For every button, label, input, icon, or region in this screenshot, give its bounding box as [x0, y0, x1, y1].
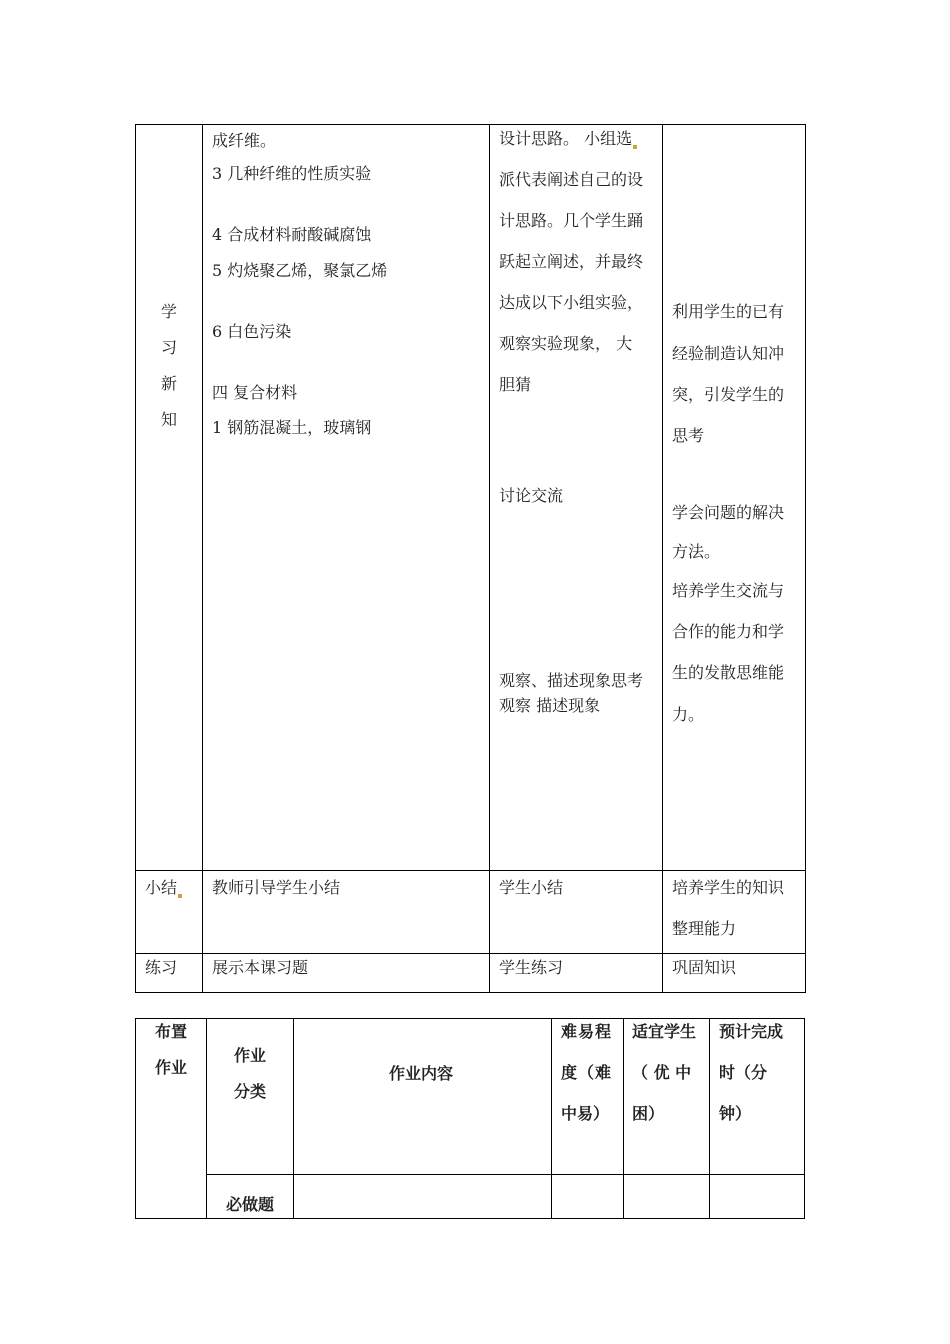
difficulty-header: 难易程: [561, 1022, 613, 1041]
student-activity-line: 观察 描述现象: [499, 696, 601, 715]
intent-line: 突，引发学生的: [672, 385, 785, 404]
summary-intent-line: 培养学生的知识: [672, 878, 785, 897]
estimated-time-header: 预计完成: [719, 1022, 784, 1041]
student-activity-line: 观察实验现象， 大: [499, 334, 633, 353]
estimated-time-header: 时（分: [719, 1063, 768, 1082]
summary-label: 小结: [145, 878, 182, 898]
student-activity-line: 胆猜: [499, 375, 532, 394]
summary-student: 学生小结: [499, 878, 564, 897]
intent-line: 思考: [672, 426, 705, 445]
student-activity-line: 观察、描述现象思考: [499, 671, 644, 690]
practice-label: 练习: [145, 958, 178, 977]
difficulty-header: 度（难: [561, 1063, 613, 1082]
required-homework-label: 必做题: [226, 1195, 275, 1214]
student-activity-line: 设计思路。 小组选: [499, 129, 637, 149]
homework-category-header: 分类: [234, 1082, 267, 1101]
homework-label: 布置: [155, 1022, 188, 1041]
suitable-students-header: 困）: [632, 1104, 665, 1123]
intent-line: 力。: [672, 705, 705, 724]
homework-label: 作业: [155, 1058, 188, 1077]
summary-intent-line: 整理能力: [672, 919, 737, 938]
intent-line: 学会问题的解决: [672, 503, 785, 522]
content-line: 成纤维。: [212, 131, 277, 150]
intent-line: 生的发散思维能: [672, 663, 785, 682]
student-activity-line: 跃起立阐述，并最终: [499, 252, 644, 271]
student-activity-line: 计思路。几个学生踊: [499, 211, 644, 230]
intent-line: 经验制造认知冲: [672, 344, 785, 363]
practice-student: 学生练习: [499, 958, 564, 977]
estimated-time-header: 钟）: [719, 1104, 752, 1123]
section-label-char: 学: [161, 302, 178, 321]
difficulty-header: 中易）: [561, 1104, 610, 1123]
intent-line: 培养学生交流与: [672, 581, 785, 600]
student-activity-line: 派代表阐述自己的设: [499, 170, 644, 189]
practice-intent: 巩固知识: [672, 958, 737, 977]
suitable-students-header: 适宜学生: [632, 1022, 697, 1041]
content-line: 3 几种纤维的性质实验: [212, 164, 372, 183]
section-label-char: 新: [161, 374, 178, 393]
homework-category-header: 作业: [234, 1046, 267, 1065]
homework-content-header: 作业内容: [389, 1064, 454, 1083]
content-line: 4 合成材料耐酸碱腐蚀: [212, 225, 372, 244]
section-label-char: 知: [161, 410, 178, 429]
content-line: 四 复合材料: [212, 383, 298, 402]
practice-content: 展示本课习题: [212, 958, 309, 977]
summary-content: 教师引导学生小结: [212, 878, 341, 897]
student-activity-line: 达成以下小组实验，: [499, 293, 644, 312]
intent-line: 利用学生的已有: [672, 302, 785, 321]
intent-line: 方法。: [672, 542, 721, 561]
section-label-char: 习: [161, 338, 178, 357]
content-line: 5 灼烧聚乙烯，聚氯乙烯: [212, 261, 388, 280]
content-line: 6 白色污染: [212, 322, 292, 341]
suitable-students-header: （ 优 中: [632, 1063, 692, 1082]
student-activity-line: 讨论交流: [499, 486, 564, 505]
content-line: 1 钢筋混凝土，玻璃钢: [212, 418, 372, 437]
intent-line: 合作的能力和学: [672, 622, 785, 641]
